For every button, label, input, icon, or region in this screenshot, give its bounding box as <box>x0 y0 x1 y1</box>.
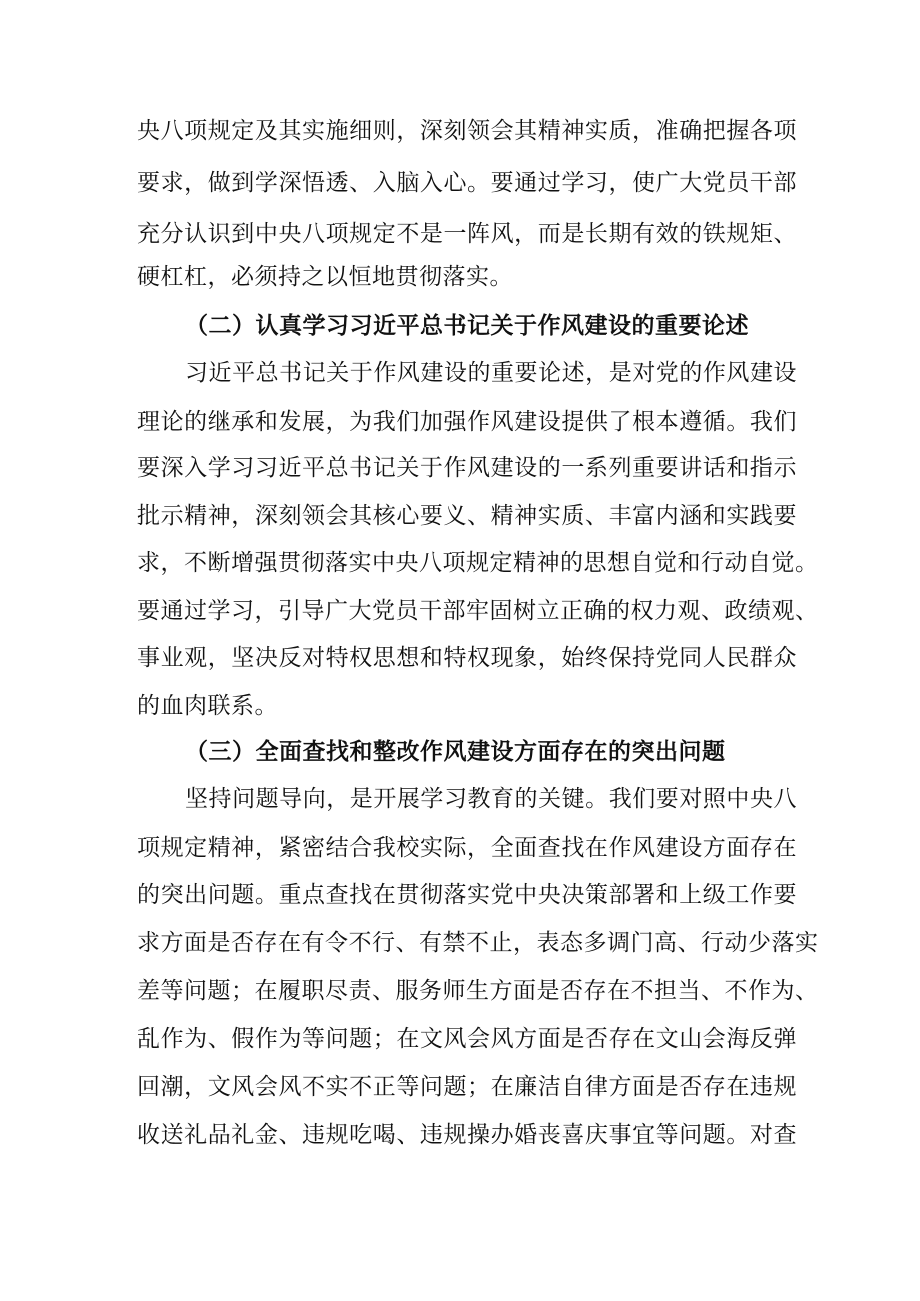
paragraph-line: 要求，做到学深悟透、入脑入心。要通过学习，使广大党员干部 <box>137 170 797 196</box>
paragraph-line: 硬杠杠，必须持之以恒地贯彻落实。 <box>137 264 513 290</box>
paragraph-line: 充分认识到中央八项规定不是一阵风，而是长期有效的铁规矩、 <box>137 221 797 247</box>
paragraph-line: 求，不断增强贯彻落实中央八项规定精神的思想自觉和行动自觉。 <box>137 550 819 576</box>
paragraph-line: 事业观，坚决反对特权思想和特权现象，始终保持党同人民群众 <box>137 645 797 671</box>
paragraph-line: 坚持问题导向，是开展学习教育的关键。我们要对照中央八 <box>185 786 797 812</box>
section-heading-2: （二）认真学习习近平总书记关于作风建设的重要论述 <box>185 313 749 339</box>
paragraph-line: 理论的继承和发展，为我们加强作风建设提供了根本遵循。我们 <box>137 409 797 435</box>
section-heading-3: （三）全面查找和整改作风建设方面存在的突出问题 <box>185 739 726 765</box>
paragraph-line: 求方面是否存在有令不行、有禁不止，表态多调门高、行动少落实 <box>137 930 819 956</box>
paragraph-line: 要深入学习习近平总书记关于作风建设的一系列重要讲话和指示 <box>137 455 797 481</box>
paragraph-line: 要通过学习，引导广大党员干部牢固树立正确的权力观、政绩观、 <box>137 598 819 624</box>
paragraph-line: 批示精神，深刻领会其核心要义、精神实质、丰富内涵和实践要 <box>137 503 797 529</box>
paragraph-line: 乱作为、假作为等问题；在文风会风方面是否存在文山会海反弹 <box>137 1026 797 1052</box>
paragraph-line: 收送礼品礼金、违规吃喝、违规操办婚丧喜庆事宜等问题。对查 <box>137 1122 797 1148</box>
paragraph-line: 习近平总书记关于作风建设的重要论述，是对党的作风建设 <box>185 360 797 386</box>
paragraph-line: 差等问题；在履职尽责、服务师生方面是否存在不担当、不作为、 <box>137 978 819 1004</box>
paragraph-line: 的突出问题。重点查找在贯彻落实党中央决策部署和上级工作要 <box>137 882 797 908</box>
paragraph-line: 回潮，文风会风不实不正等问题；在廉洁自律方面是否存在违规 <box>137 1074 797 1100</box>
paragraph-line: 的血肉联系。 <box>137 693 278 719</box>
paragraph-line: 央八项规定及其实施细则，深刻领会其精神实质，准确把握各项 <box>137 118 797 144</box>
paragraph-line: 项规定精神，紧密结合我校实际，全面查找在作风建设方面存在 <box>137 835 797 861</box>
